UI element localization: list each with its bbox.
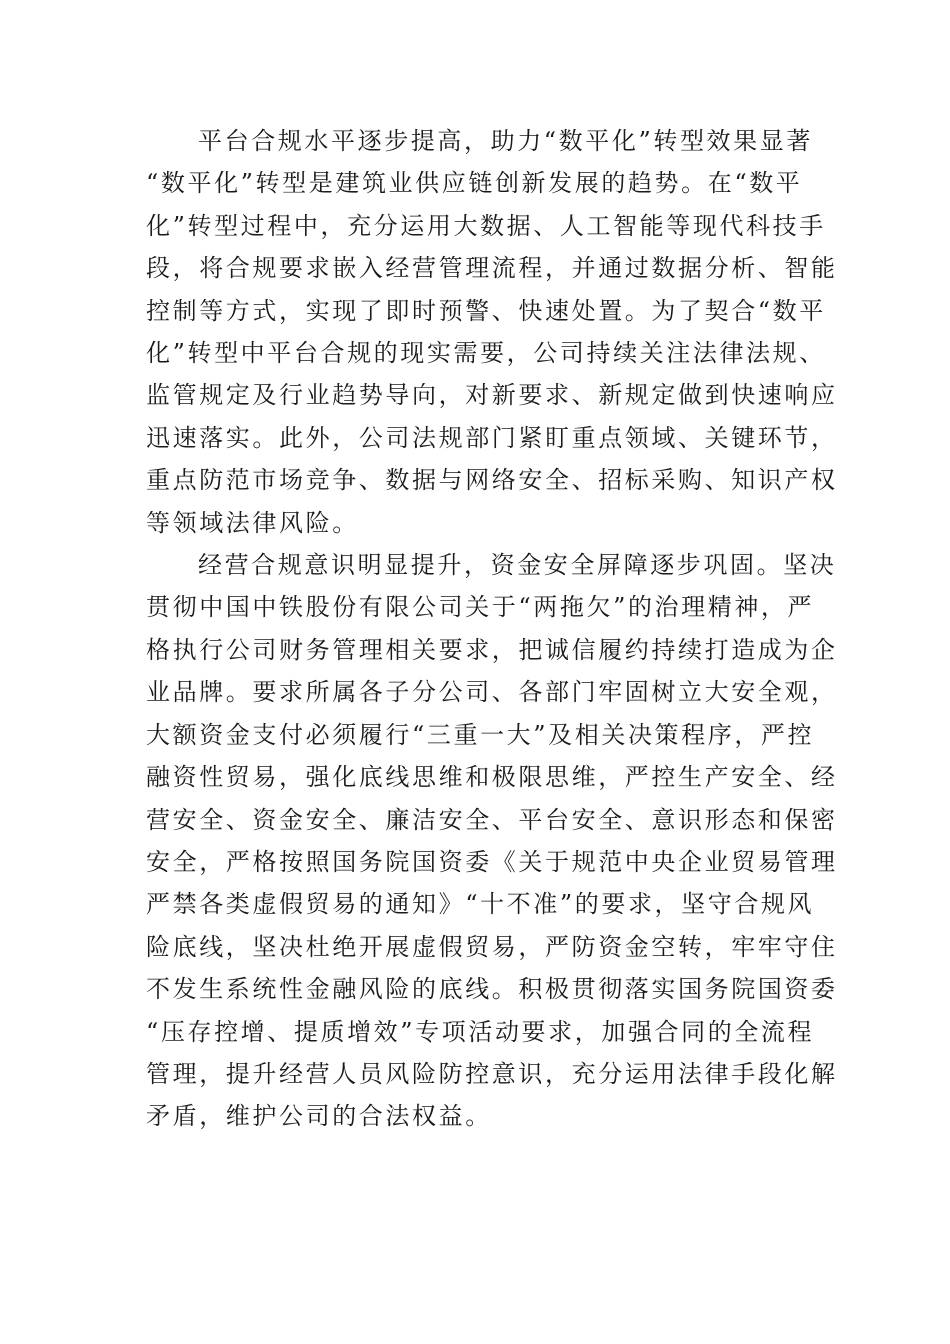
text-line: 监管规定及行业趋势导向，对新要求、新规定做到快速响应	[146, 381, 838, 410]
document-body	[146, 120, 838, 1138]
text-line: 贯彻中国中铁股份有限公司关于“两拖欠”的治理精神，严	[146, 593, 815, 622]
text-line: 严禁各类虚假贸易的通知》“十不准”的要求，坚守合规风	[146, 890, 815, 919]
text-line: 大额资金支付必须履行“三重一大”及相关决策程序，严控	[146, 720, 815, 749]
text-line: 化”转型过程中，充分运用大数据、人工智能等现代科技手	[146, 211, 826, 240]
paragraph-operational-compliance	[146, 544, 838, 1138]
text-line: 段，将合规要求嵌入经营管理流程，并通过数据分析、智能	[146, 254, 838, 283]
text-line: 经营合规意识明显提升，资金安全屏障逐步巩固。坚决	[198, 551, 837, 580]
text-line: 格执行公司财务管理相关要求，把诚信履约持续打造成为企	[146, 635, 838, 664]
text-line: “压存控增、提质增效”专项活动要求，加强合同的全流程	[146, 1017, 815, 1046]
text-line: 业品牌。要求所属各子分公司、各部门牢固树立大安全观，	[146, 678, 838, 707]
text-line: 矛盾，维护公司的合法权益。	[146, 1102, 492, 1131]
text-line: 营安全、资金安全、廉洁安全、平台安全、意识形态和保密	[146, 805, 838, 834]
text-line: “数平化”转型是建筑业供应链创新发展的趋势。在“数平	[146, 169, 803, 198]
text-line: 控制等方式，实现了即时预警、快速处置。为了契合“数平	[146, 296, 826, 325]
text-line: 重点防范市场竞争、数据与网络安全、招标采购、知识产权	[146, 466, 838, 495]
text-line: 融资性贸易，强化底线思维和极限思维，严控生产安全、经	[146, 763, 838, 792]
text-line: 化”转型中平台合规的现实需要，公司持续关注法律法规、	[146, 339, 826, 368]
paragraph-platform-compliance	[146, 120, 838, 544]
text-line: 迅速落实。此外，公司法规部门紧盯重点领域、关键环节，	[146, 423, 838, 452]
text-line: 险底线，坚决杜绝开展虚假贸易，严防资金空转，牢牢守住	[146, 932, 838, 961]
text-line: 安全，严格按照国务院国资委《关于规范中央企业贸易管理	[146, 847, 838, 876]
text-line: 等领域法律风险。	[146, 508, 359, 537]
text-line: 不发生系统性金融风险的底线。积极贯彻落实国务院国资委	[146, 975, 838, 1004]
text-line: 平台合规水平逐步提高，助力“数平化”转型效果显著	[198, 127, 813, 155]
text-line: 管理，提升经营人员风险防控意识，充分运用法律手段化解	[146, 1059, 838, 1088]
